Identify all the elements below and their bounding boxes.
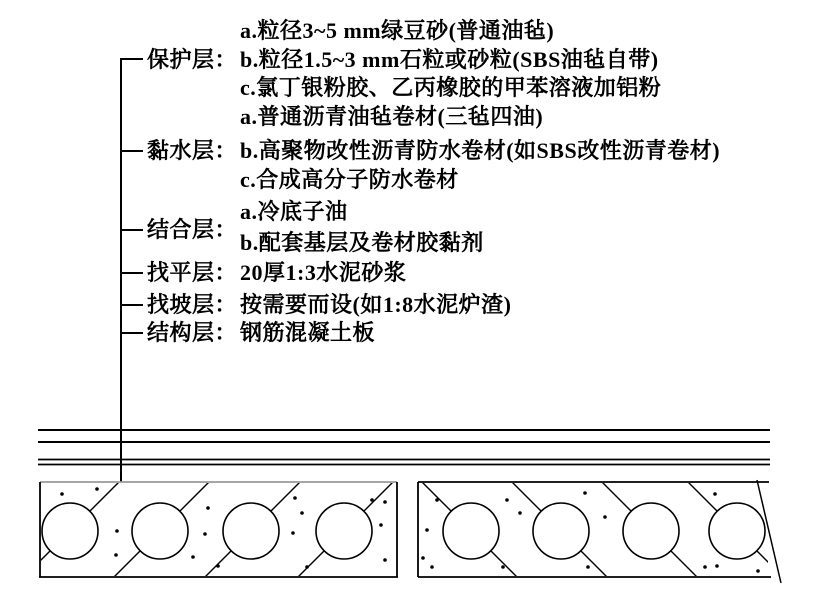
- slab-hollow-cores: [443, 503, 765, 559]
- membrane-section-lines: [38, 430, 770, 465]
- layer-option: 按需要而设(如1:8水泥炉渣): [240, 292, 512, 317]
- layer-label-structure: 结构层：: [147, 320, 238, 345]
- hollow-core-slab-right: [411, 471, 797, 591]
- layer-label-bonding: 结合层：: [147, 217, 238, 242]
- layer-option: c.氯丁银粉胶、乙丙橡胶的甲苯溶液加铝粉: [240, 75, 662, 100]
- slab-hollow-cores: [42, 503, 372, 559]
- layer-option: b.粒径1.5~3 mm石粒或砂粒(SBS油毡自带): [240, 47, 659, 72]
- layer-option: b.配套基层及卷材胶黏剂: [240, 230, 484, 255]
- hollow-core-slab-left: [10, 471, 404, 591]
- layer-label-leveling: 找平层：: [147, 260, 238, 285]
- layer-option: b.高聚物改性沥青防水卷材(如SBS改性沥青卷材): [240, 138, 721, 163]
- layer-label-protection: 保护层：: [147, 47, 238, 72]
- layer-option: 钢筋混凝土板: [240, 320, 376, 345]
- layer-option: a.冷底子油: [240, 199, 348, 224]
- layer-label-slope: 找坡层：: [147, 292, 238, 317]
- layer-label-waterproof: 黏水层：: [147, 138, 238, 163]
- layer-option: a.普通沥青油毡卷材(三毡四油): [240, 104, 544, 129]
- layer-option: c.合成高分子防水卷材: [240, 167, 459, 192]
- layer-option: 20厚1:3水泥砂浆: [240, 260, 407, 285]
- layer-option: a.粒径3~5 mm绿豆砂(普通油毡): [240, 18, 555, 43]
